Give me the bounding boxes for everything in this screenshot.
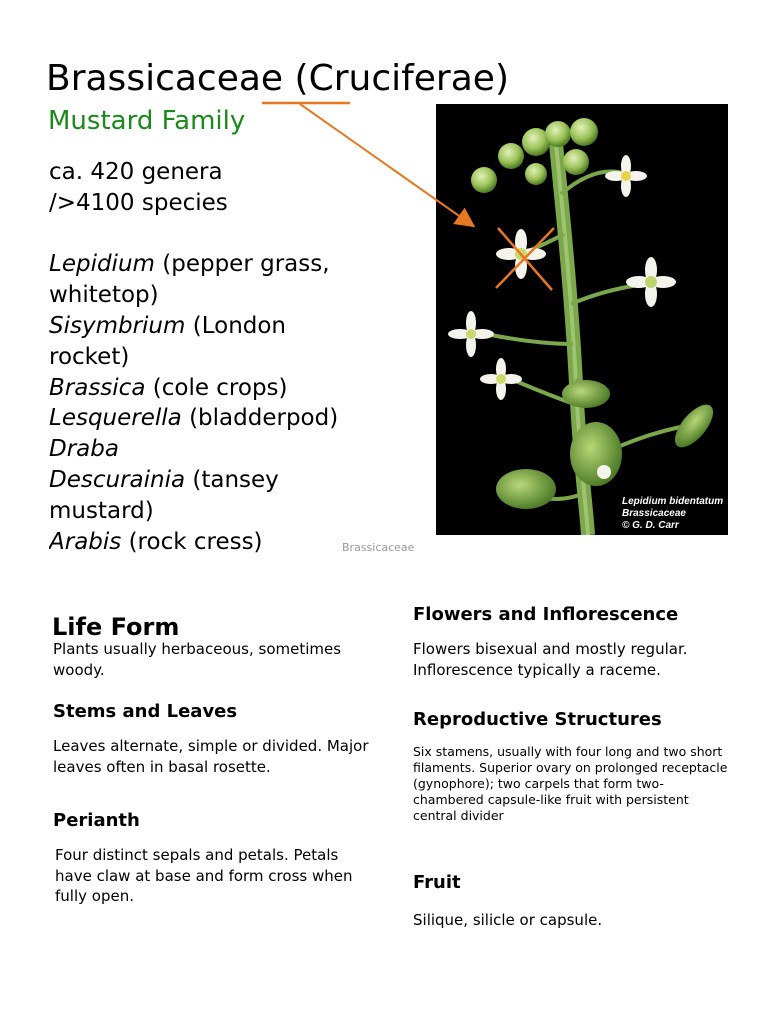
reproductive-text: Six stamens, usually with four long and two short filaments. Superior ovary on prolonged receptacle (gynophore); two carpels that form two-chambered capsule-like fruit with persistent central divider [413,744,728,823]
spacer [49,219,339,250]
seed-pod [570,422,622,486]
perianth-text: Four distinct sepals and petals. Petals have claw at base and form cross when fully open. [55,846,353,905]
life-form-heading: Life Form [52,613,180,641]
photo-caption-family: Brassicaceae [622,508,686,519]
taxon-genus: Descurainia [49,466,186,493]
taxon-note: (bladderpod) [181,405,339,432]
plant-photo [436,104,728,535]
seed-pod [496,469,556,509]
family-common-name: Mustard Family [48,106,246,136]
taxon-genus: Draba [49,436,119,463]
life-form-text: Plants usually herbaceous, sometimes woody. [53,640,342,679]
stems-leaves-text: Leaves alternate, simple or divided. Major leaves often in basal rosette. [53,737,369,776]
taxon-note: (tansey mustard) [49,466,279,524]
taxa-text-box [49,157,339,575]
taxon-item [49,403,339,434]
taxon-note: (rock cress) [121,528,263,555]
taxon-item [49,373,339,404]
page-title: Brassicaceae (Cruciferae) [46,58,509,99]
taxon-genus: Brassica [49,374,146,401]
taxon-item [49,527,339,558]
taxon-item [49,465,339,527]
taxon-item [49,434,339,465]
flowers-text: Flowers bisexual and mostly regular. Inflorescence typically a raceme. [413,640,688,679]
species-count: />4100 species [49,189,228,216]
taxon-genus: Lesquerella [49,405,182,432]
taxon-genus: Sisymbrium [49,312,186,339]
fruit-text: Silique, silicle or capsule. [413,911,603,929]
taxon-note: (pepper grass, whitetop) [49,251,330,309]
plant-illustration [436,104,728,535]
taxon-note: (London rocket) [49,312,287,370]
taxon-genus: Arabis [49,528,122,555]
image-caption: Brassicaceae [342,541,415,554]
flowers-heading: Flowers and Inflorescence [413,604,679,625]
reproductive-heading: Reproductive Structures [413,709,662,730]
stems-leaves-heading: Stems and Leaves [53,701,238,722]
photo-caption-credit: © G. D. Carr [622,520,679,531]
taxon-item [49,311,339,373]
seed-pod [562,380,610,408]
fruit-heading: Fruit [413,872,461,893]
taxon-genus: Lepidium [49,251,155,278]
photo-caption-species: Lepidium bidentatum [622,496,724,507]
genera-count: ca. 420 genera [49,159,223,185]
perianth-heading: Perianth [53,810,140,831]
taxon-note: (cole crops) [145,374,288,401]
taxon-item [49,249,339,311]
